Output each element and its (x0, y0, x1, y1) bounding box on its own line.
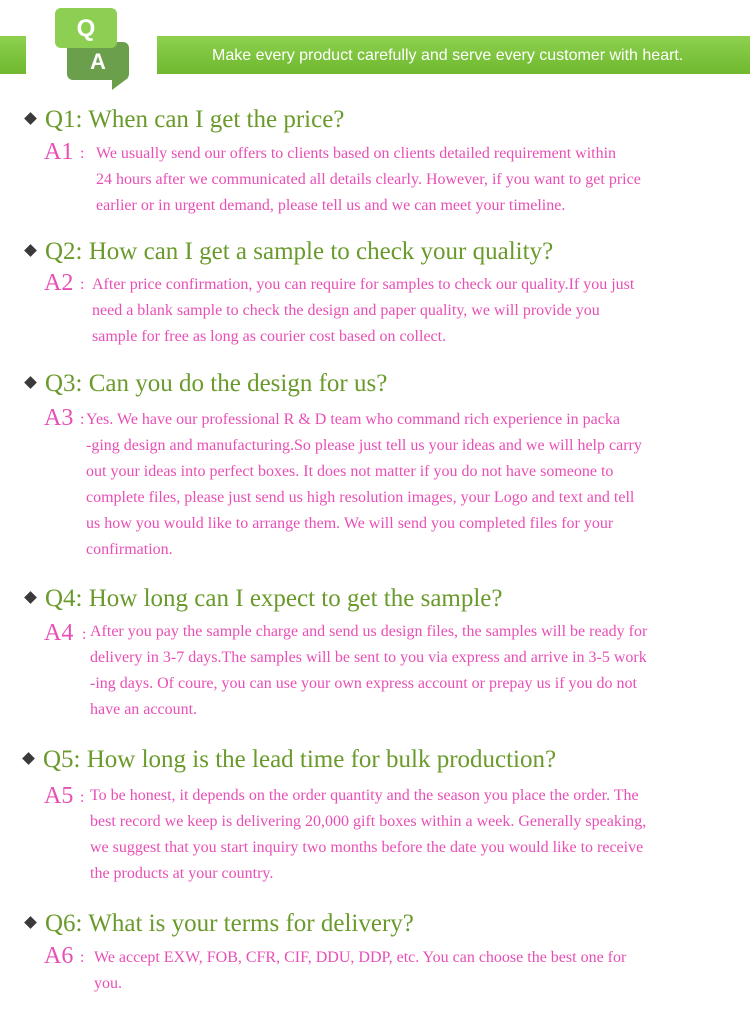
answer-line: -ging design and manufacturing.So please just tell us your ideas and we will help carry (86, 437, 642, 454)
answer-line: out your ideas into perfect boxes. It does not matter if you do not have someone to (86, 463, 614, 480)
answer-line: 24 hours after we communicated all details clearly. However, if you want to get price (96, 171, 641, 188)
faq-question (22, 908, 414, 940)
answer-line: we suggest that you start inquiry two months before the date you would like to receive (90, 839, 644, 856)
answer-label: A6 (44, 943, 74, 969)
answer-colon: : (80, 145, 85, 162)
question-text: Q5: How long is the lead time for bulk production? (43, 746, 557, 773)
diamond-bullet-icon (24, 244, 37, 257)
faq-question (22, 583, 503, 615)
diamond-bullet-icon (22, 752, 35, 765)
answer-text (96, 141, 641, 219)
diamond-bullet-icon (24, 112, 37, 125)
faq-question (22, 104, 344, 136)
answer-line: best record we keep is delivering 20,000 gift boxes within a week. Generally speaking, (90, 813, 647, 830)
answer-line: you. (94, 975, 122, 992)
faq-question (22, 368, 387, 400)
faq-question (22, 236, 553, 268)
answer-line: sample for free as long as courier cost based on collect. (92, 328, 447, 345)
answer-label: A1 (44, 139, 74, 165)
question-text: Q6: What is your terms for delivery? (45, 910, 414, 937)
answer-line: complete files, please just send us high resolution images, your Logo and text and tell (86, 489, 635, 506)
answer-line: delivery in 3-7 days.The samples will be sent to you via express and arrive in 3-5 work (90, 649, 647, 666)
question-text: Q4: How long can I expect to get the sample? (45, 585, 503, 612)
answer-text (92, 272, 634, 350)
answer-colon: : (80, 411, 85, 428)
answer-line: Yes. We have our professional R & D team who command rich experience in packa (86, 411, 620, 428)
answer-line: To be honest, it depends on the order quantity and the season you place the order. The (90, 787, 639, 804)
answer-line: earlier or in urgent demand, please tell us and we can meet your timeline. (96, 197, 566, 214)
answer-label: A3 (44, 405, 74, 431)
question-text: Q2: How can I get a sample to check your quality? (45, 238, 554, 265)
answer-line: We usually send our offers to clients based on clients detailed requirement within (96, 145, 617, 162)
answer-text (86, 407, 642, 563)
answer-line: us how you would like to arrange them. We will send you completed files for your (86, 515, 614, 532)
answer-line: After price confirmation, you can require for samples to check our quality.If you just (92, 276, 635, 293)
faq-question (20, 744, 556, 776)
diamond-bullet-icon (24, 376, 37, 389)
answer-label: A5 (44, 783, 74, 809)
answer-line: the products at your country. (90, 865, 274, 882)
diamond-bullet-icon (24, 916, 37, 929)
answer-line: need a blank sample to check the design and paper quality, we will provide you (92, 302, 600, 319)
answer-text (90, 619, 647, 723)
answer-text (90, 783, 646, 887)
answer-label: A4 (44, 620, 74, 646)
answer-line: We accept EXW, FOB, CFR, CIF, DDU, DDP, etc. You can choose the best one for (94, 949, 627, 966)
diamond-bullet-icon (24, 591, 37, 604)
answer-line: -ing days. Of coure, you can use your own express account or prepay us if you do not (90, 675, 637, 692)
answer-colon: : (80, 949, 85, 966)
question-text: Q1: When can I get the price? (45, 106, 345, 133)
tagline: Make every product carefully and serve every customer with heart. (212, 47, 684, 64)
answer-colon: : (82, 626, 87, 643)
answer-line: confirmation. (86, 541, 173, 558)
answer-label: A2 (44, 270, 74, 296)
answer-colon: : (80, 789, 85, 806)
question-text: Q3: Can you do the design for us? (45, 370, 388, 397)
q-letter: Q (76, 15, 96, 42)
answer-colon: : (80, 276, 85, 293)
answer-line: After you pay the sample charge and send us design files, the samples will be ready for (90, 623, 648, 640)
answer-line: have an account. (90, 701, 198, 718)
a-letter: A (90, 49, 106, 74)
answer-text (94, 945, 626, 997)
